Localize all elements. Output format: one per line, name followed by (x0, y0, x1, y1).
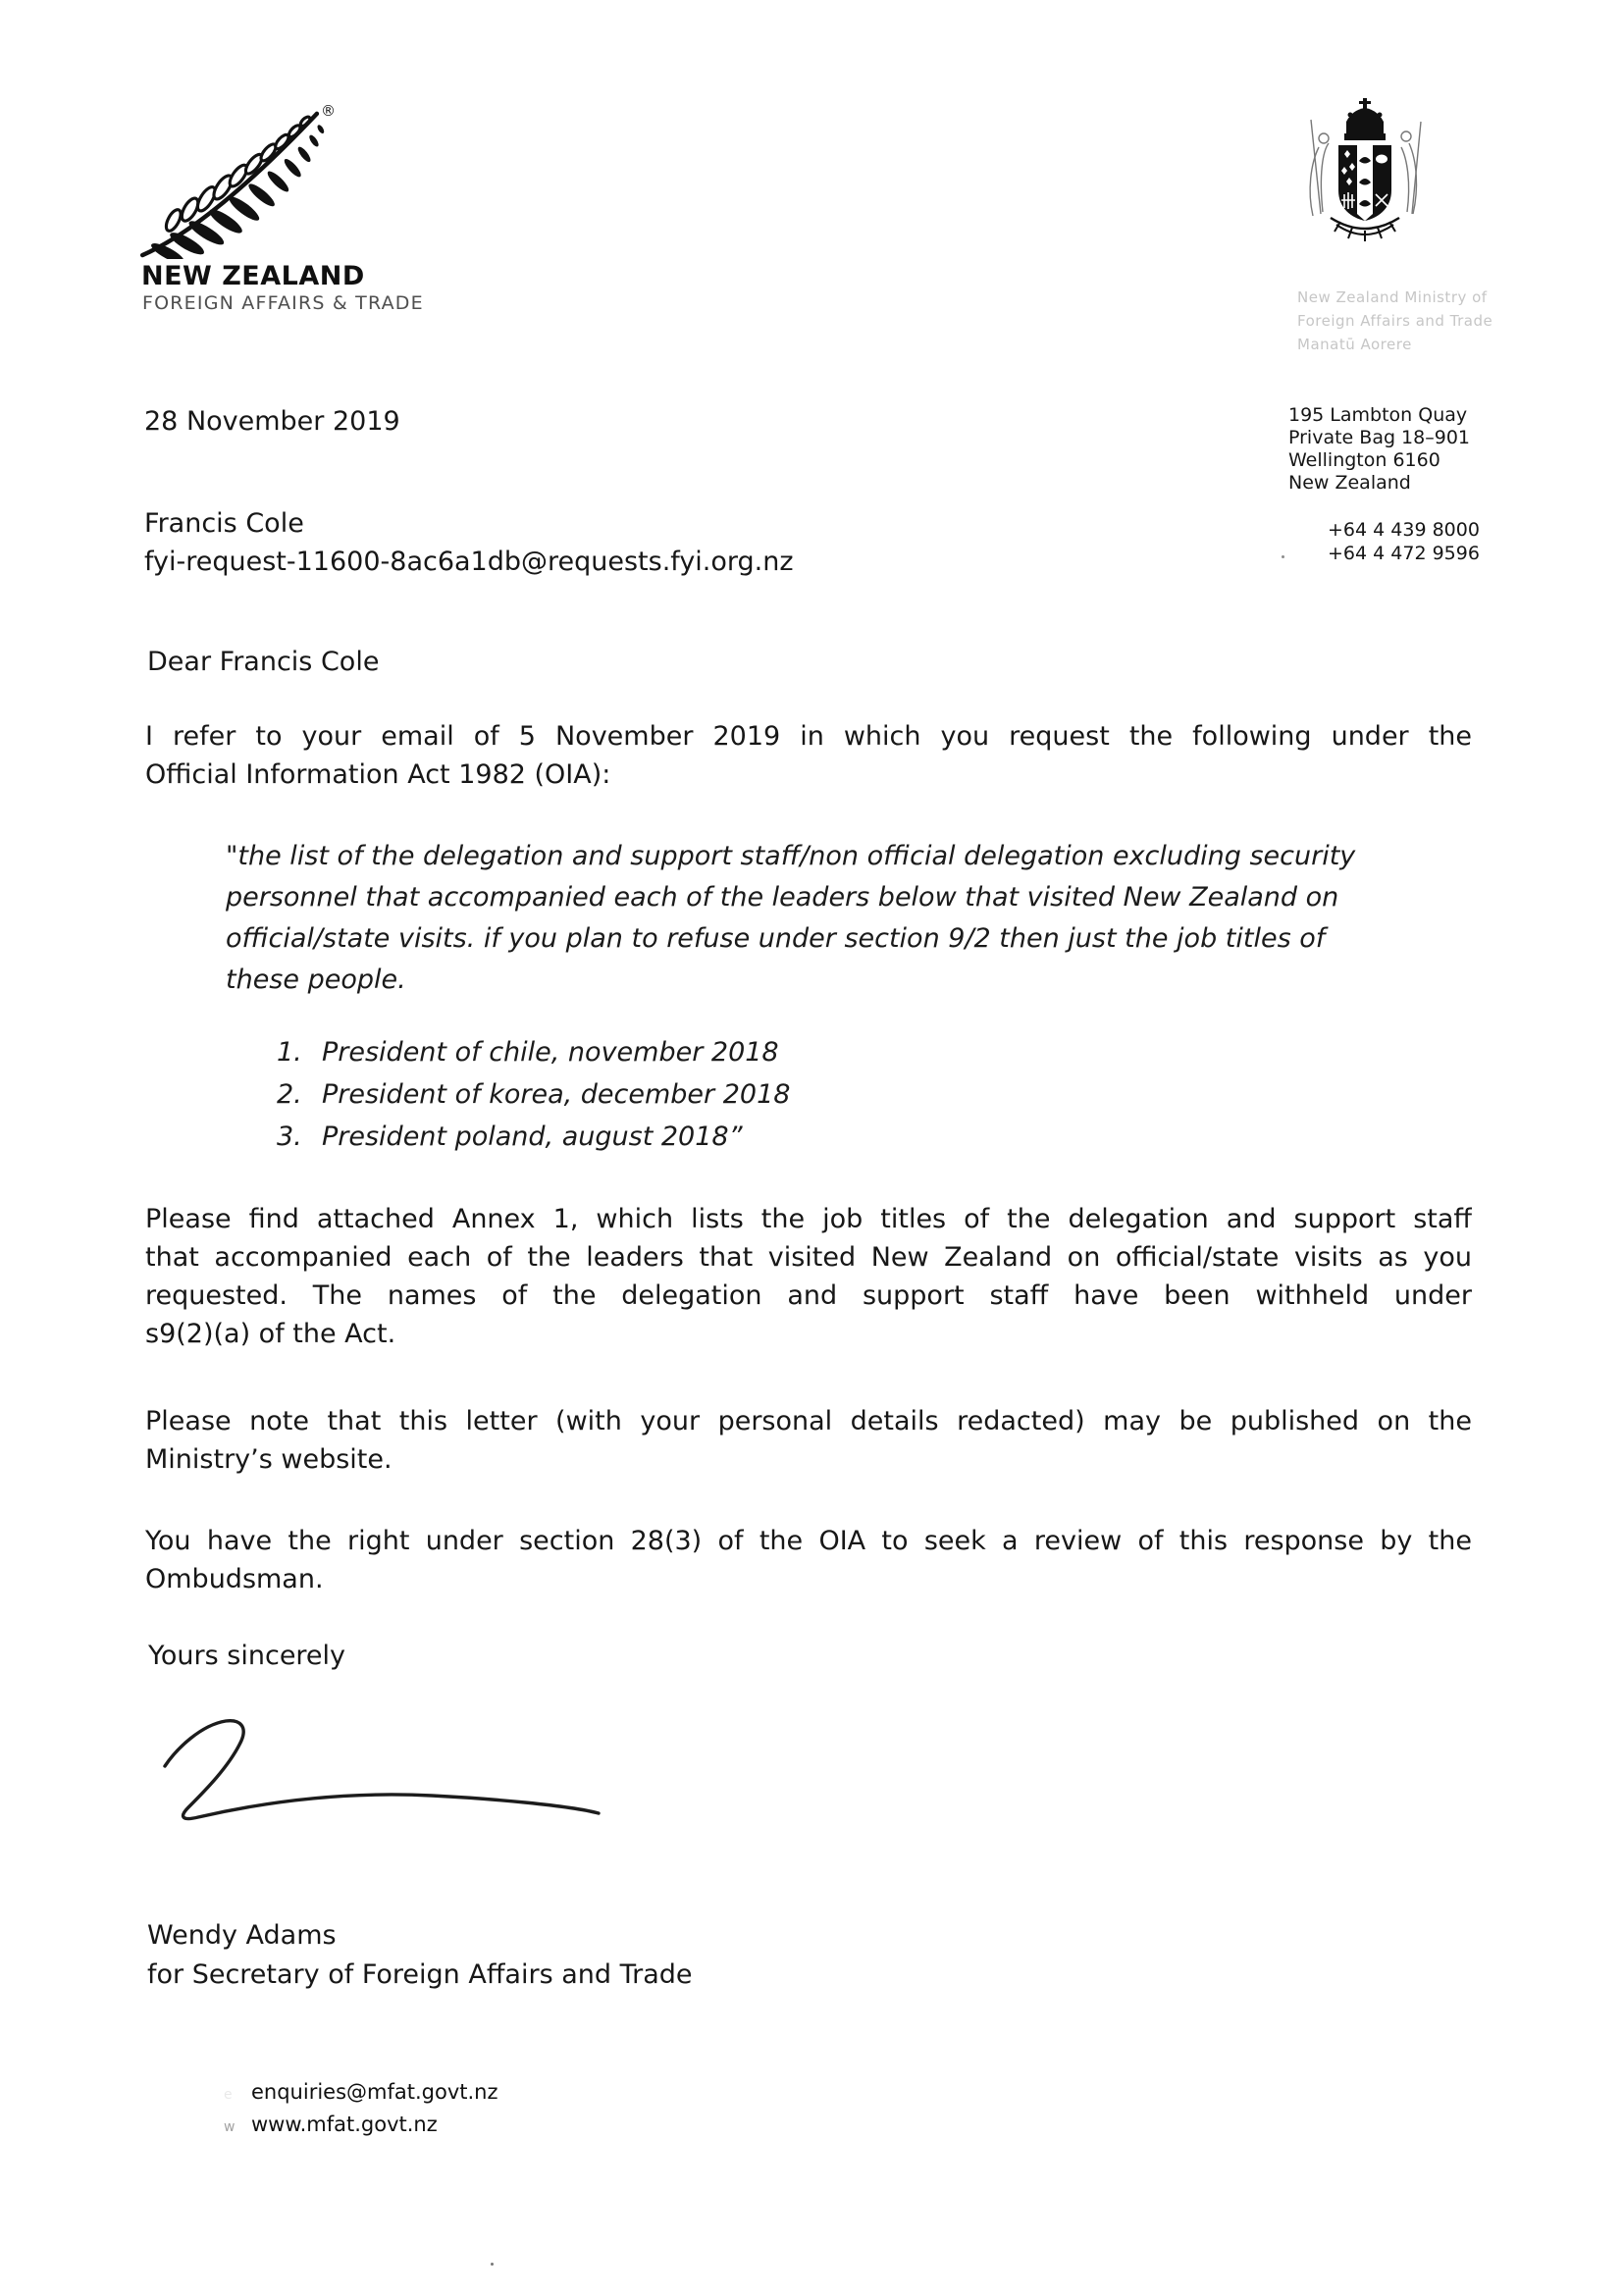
phone-line: +64 4 472 9596 (1328, 543, 1480, 564)
list-item-text: President poland, august 2018” (322, 1122, 743, 1152)
closing: Yours sincerely (148, 1641, 346, 1671)
letter-date: 28 November 2019 (144, 406, 400, 437)
signer-block (147, 1916, 693, 1995)
paragraph-annex (145, 1200, 1472, 1353)
list-item (277, 1037, 790, 1079)
crest-caption-line: New Zealand Ministry of (1297, 288, 1488, 306)
paragraph-line: requested. The names of the delegation and support staff have been withheld under (145, 1280, 1472, 1311)
coat-of-arms-icon (1283, 96, 1446, 245)
paragraph-line: s9(2)(a) of the Act. (145, 1319, 396, 1349)
recipient-name: Francis Cole (144, 508, 304, 539)
paragraph-review (145, 1522, 1472, 1598)
fax-prefix-mark (1282, 555, 1284, 558)
sender-phones (1288, 518, 1480, 565)
signer-role: for Secretary of Foreign Affairs and Trade (147, 1959, 693, 1990)
list-number: 3. (277, 1122, 302, 1152)
crest-caption-line: Foreign Affairs and Trade (1297, 312, 1493, 330)
website-prefix-label: w (224, 2119, 236, 2135)
brand-title: NEW ZEALAND (141, 261, 365, 291)
sender-address-line: Wellington 6160 (1288, 449, 1440, 471)
paragraph-publish (145, 1402, 1472, 1479)
footer-contacts (224, 2080, 498, 2145)
paragraph-line: Please note that this letter (with your personal details redacted) may be published on the (145, 1406, 1472, 1436)
quote-line: these people. (226, 965, 406, 995)
paragraph-line: Ministry’s website. (145, 1444, 393, 1475)
sender-address-line: 195 Lambton Quay (1288, 404, 1468, 426)
paragraph-line: Please find attached Annex 1, which lists the job titles of the delegation and support staff (145, 1204, 1472, 1234)
list-item (277, 1122, 790, 1164)
list-item-text: President of chile, november 2018 (322, 1037, 779, 1068)
footer-website: www.mfat.govt.nz (251, 2113, 438, 2136)
sender-address-line: Private Bag 18–901 (1288, 427, 1470, 448)
paragraph-intro (145, 717, 1472, 794)
paragraph-line: I refer to your email of 5 November 2019 in which you request the following under the (145, 721, 1472, 752)
paragraph-line: that accompanied each of the leaders that visited New Zealand on official/state visits as you (145, 1242, 1472, 1273)
paragraph-line: Official Information Act 1982 (OIA): (145, 759, 611, 790)
email-prefix-label: e (224, 2087, 233, 2103)
sender-address-line: New Zealand (1288, 472, 1411, 494)
fern-logo-icon (137, 104, 329, 259)
list-item-text: President of korea, december 2018 (322, 1079, 791, 1110)
quoted-request (226, 841, 1482, 1006)
paragraph-line: You have the right under section 28(3) of the OIA to seek a review of this response by the (145, 1526, 1472, 1556)
brand-subtitle: FOREIGN AFFAIRS & TRADE (142, 292, 424, 314)
crest-caption-line: Manatū Aorere (1297, 336, 1412, 353)
registered-trademark-symbol: ® (321, 102, 336, 120)
quote-line: "the list of the delegation and support staff/non official delegation excluding security (226, 841, 1356, 871)
signature-image (157, 1709, 608, 1829)
list-number: 2. (277, 1079, 302, 1110)
crest-caption (1297, 286, 1492, 356)
list-item (277, 1079, 790, 1122)
quote-line: personnel that accompanied each of the leaders below that visited New Zealand on (226, 882, 1339, 913)
sender-address (1288, 404, 1470, 495)
footer-email-row (224, 2080, 498, 2113)
request-list (277, 1037, 790, 1164)
recipient-email: fyi-request-11600-8ac6a1db@requests.fyi.org.nz (144, 547, 794, 577)
paragraph-line: Ombudsman. (145, 1564, 324, 1594)
signer-name: Wendy Adams (147, 1920, 337, 1951)
salutation: Dear Francis Cole (147, 647, 380, 677)
footer-website-row (224, 2113, 498, 2145)
quote-line: official/state visits. if you plan to refuse under section 9/2 then just the job titles of (226, 923, 1326, 954)
footer-email: enquiries@mfat.govt.nz (251, 2080, 498, 2104)
scan-artifact-dot (491, 2263, 494, 2266)
recipient-block (144, 504, 794, 581)
phone-line: +64 4 439 8000 (1328, 519, 1480, 541)
list-number: 1. (277, 1037, 302, 1068)
